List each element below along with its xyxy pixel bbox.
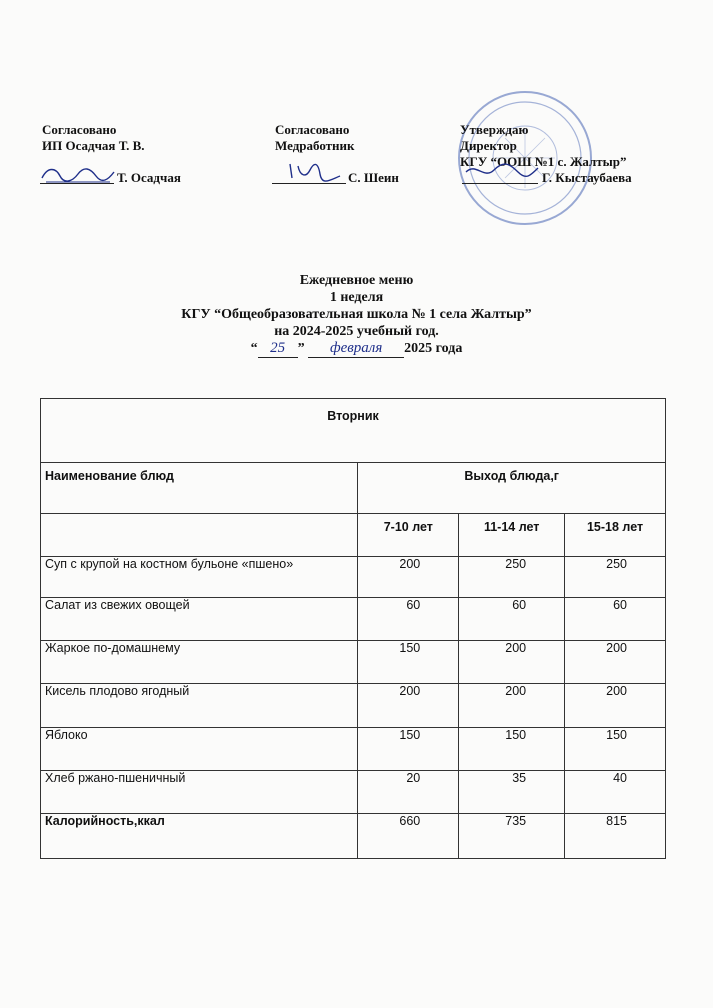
approval-left-name: Т. Осадчая <box>117 170 181 185</box>
approval-middle-line1: Согласовано <box>275 122 350 137</box>
age-7-10: 7-10 лет <box>358 513 459 556</box>
age-15-18: 15-18 лет <box>565 513 666 556</box>
menu-title <box>0 272 713 358</box>
dish-name: Яблоко <box>41 727 358 771</box>
dish-name: Кисель плодово ягодный <box>41 683 358 727</box>
yield-7-10: 60 <box>358 598 459 641</box>
title-line1: Ежедневное меню <box>299 273 414 288</box>
yield-15-18: 60 <box>565 598 666 641</box>
signature-line-middle <box>272 183 346 184</box>
title-date <box>0 340 713 358</box>
approval-middle <box>275 122 355 154</box>
title-line2: 1 неделя <box>329 290 384 305</box>
date-month: февраля <box>308 340 404 358</box>
table-row <box>41 598 666 641</box>
title-line3: КГУ “Общеобразовательная школа № 1 села Жалтыр” <box>181 307 532 322</box>
yield-11-14: 200 <box>459 640 565 683</box>
yield-11-14: 200 <box>459 683 565 727</box>
date-year: 2025 года <box>404 341 463 356</box>
date-open-quote: “ <box>250 341 258 356</box>
approval-middle-name: С. Шеин <box>348 170 399 185</box>
dish-name: Салат из свежих овощей <box>41 598 358 641</box>
col-yield-header: Выход блюда,г <box>358 462 666 513</box>
age-row-empty <box>41 513 358 556</box>
table-row <box>41 727 666 771</box>
table-row <box>41 556 666 598</box>
signature-line-left <box>40 183 114 184</box>
dish-name: Суп с крупой на костном бульоне «пшено» <box>41 556 358 598</box>
dish-name: Хлеб ржано-пшеничный <box>41 771 358 814</box>
yield-7-10: 150 <box>358 727 459 771</box>
date-day: 25 <box>258 340 298 358</box>
day-row <box>41 399 666 463</box>
title-line4: на 2024-2025 учебный год. <box>274 324 439 339</box>
yield-15-18: 40 <box>565 771 666 814</box>
yield-15-18: 250 <box>565 556 666 598</box>
table-row <box>41 771 666 814</box>
yield-7-10: 150 <box>358 640 459 683</box>
approval-right-line3: КГУ “ООШ №1 с. Жалтыр” <box>460 154 627 169</box>
total-11-14: 735 <box>459 814 565 859</box>
approval-left-line1: Согласовано <box>42 122 117 137</box>
signature-line-right <box>462 183 538 184</box>
total-15-18: 815 <box>565 814 666 859</box>
approval-right-line1: Утверждаю <box>460 122 529 137</box>
yield-11-14: 250 <box>459 556 565 598</box>
yield-15-18: 200 <box>565 683 666 727</box>
yield-15-18: 150 <box>565 727 666 771</box>
approval-left-line2: ИП Осадчая Т. В. <box>42 138 145 153</box>
yield-15-18: 200 <box>565 640 666 683</box>
yield-7-10: 20 <box>358 771 459 814</box>
yield-7-10: 200 <box>358 683 459 727</box>
age-11-14: 11-14 лет <box>459 513 565 556</box>
approval-right-line2: Директор <box>460 138 517 153</box>
approval-left <box>42 122 145 154</box>
date-close-quote: ” <box>297 341 305 356</box>
approval-middle-line2: Медработник <box>275 138 355 153</box>
header-row <box>41 462 666 513</box>
total-7-10: 660 <box>358 814 459 859</box>
dish-name: Жаркое по-домашнему <box>41 640 358 683</box>
table-row <box>41 683 666 727</box>
signature-left <box>38 160 116 190</box>
col-name-header: Наименование блюд <box>41 462 358 513</box>
yield-11-14: 150 <box>459 727 565 771</box>
table-row <box>41 640 666 683</box>
age-row <box>41 513 666 556</box>
yield-7-10: 200 <box>358 556 459 598</box>
yield-11-14: 60 <box>459 598 565 641</box>
total-row <box>41 814 666 859</box>
total-label: Калорийность,ккал <box>41 814 358 859</box>
approval-right-name: Г. Кыстаубаева <box>542 170 632 185</box>
menu-table <box>40 398 666 859</box>
day-label: Вторник <box>41 399 666 463</box>
yield-11-14: 35 <box>459 771 565 814</box>
